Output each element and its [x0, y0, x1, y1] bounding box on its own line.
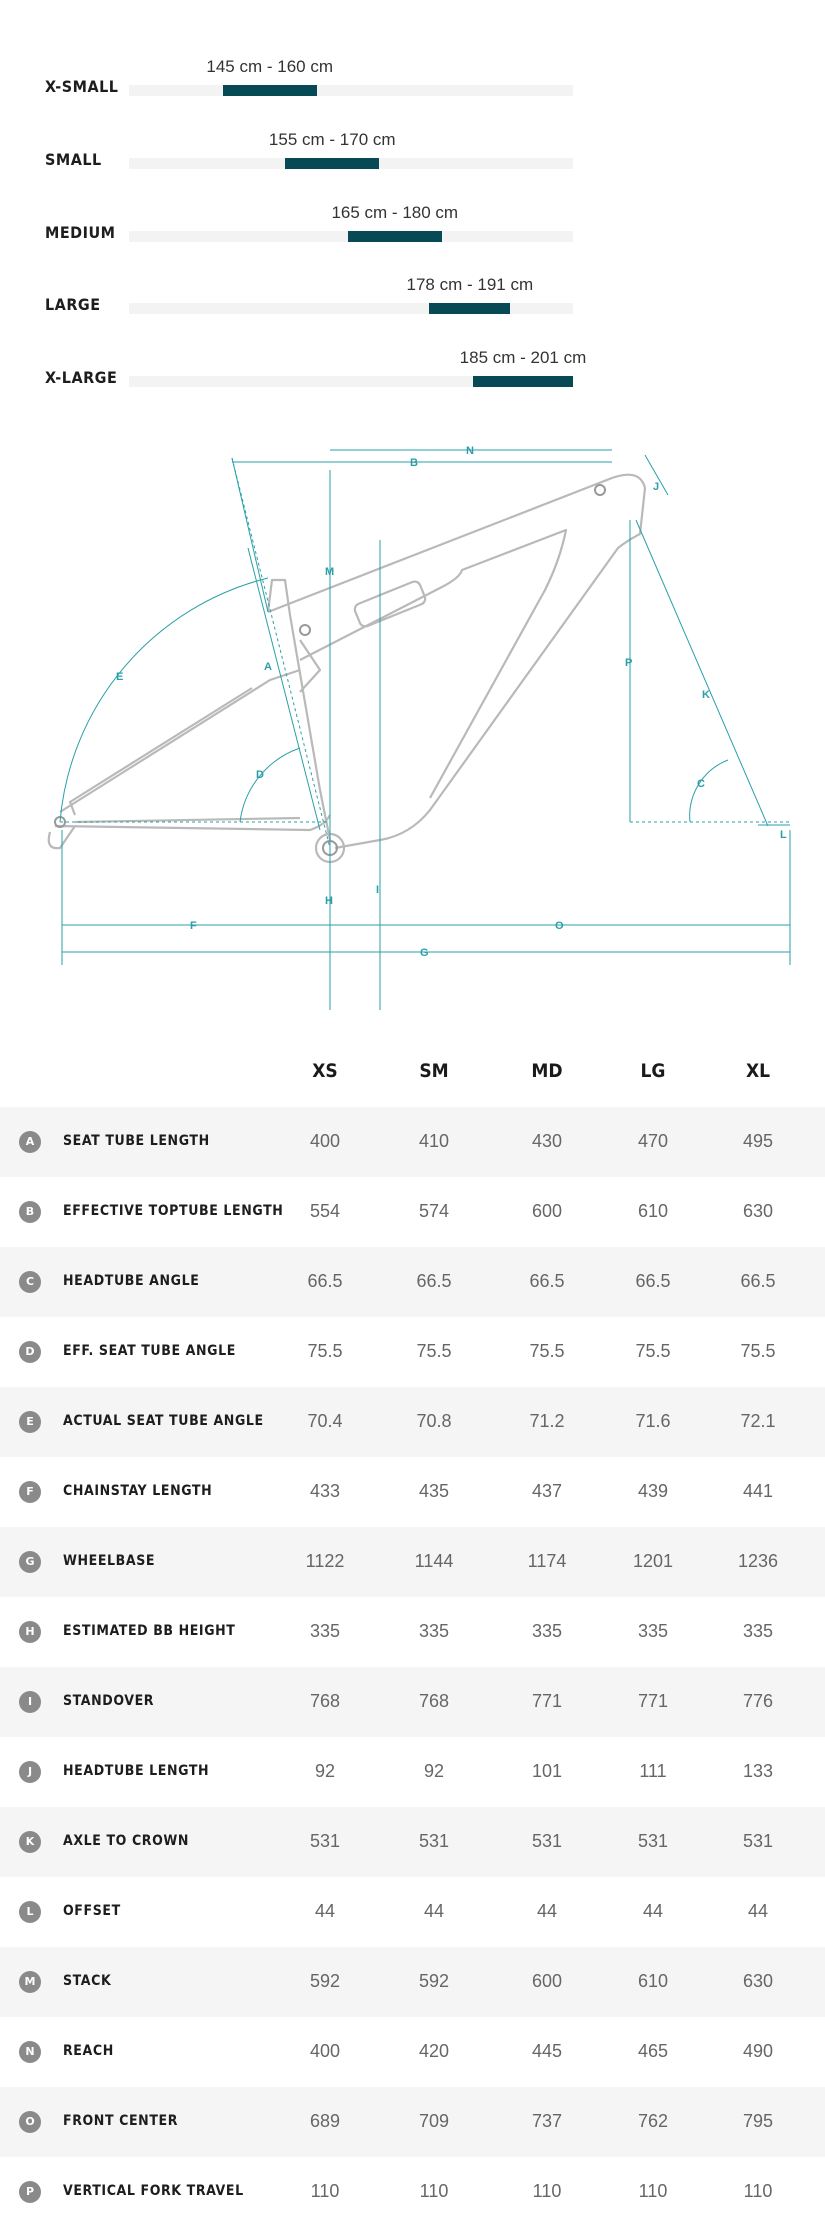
cell-value: 1144 — [414, 1551, 454, 1571]
seat-stay — [60, 670, 300, 812]
row-name: HEADTUBE LENGTH — [63, 1763, 210, 1779]
size-row-sm — [0, 123, 825, 183]
table-row — [0, 2017, 825, 2087]
bike-frame — [49, 475, 645, 849]
headset-top — [595, 485, 605, 495]
cell-value: 66.5 — [740, 1271, 776, 1291]
dim-label-a: A — [264, 661, 272, 673]
cell-value: 776 — [742, 1691, 774, 1711]
cell-value: 44 — [642, 1901, 664, 1921]
row-letter-badge: B — [19, 1201, 41, 1223]
cell-value: 400 — [309, 1131, 341, 1151]
cell-value: 709 — [418, 2111, 450, 2131]
cell-value: 771 — [531, 1691, 563, 1711]
cell-value: 592 — [309, 1971, 341, 1991]
row-letter-badge: K — [19, 1831, 41, 1853]
size-range-bar — [285, 158, 379, 169]
cell-value: 101 — [531, 1761, 563, 1781]
cell-value: 439 — [637, 1481, 669, 1501]
cell-value: 771 — [637, 1691, 669, 1711]
size-row-xl — [0, 341, 825, 401]
dim-label-l: L — [780, 829, 787, 841]
table-row — [0, 1947, 825, 2017]
cell-value: 1236 — [737, 1551, 779, 1571]
seat-tube — [268, 580, 330, 840]
column-header-xs: XS — [312, 1060, 338, 1082]
size-track — [129, 85, 573, 96]
cell-value: 470 — [637, 1131, 669, 1151]
cell-value: 71.6 — [635, 1411, 671, 1431]
row-letter-badge: M — [19, 1971, 41, 1993]
cell-value: 75.5 — [740, 1341, 776, 1361]
cell-value: 1201 — [632, 1551, 674, 1571]
dim-label-d: D — [256, 769, 264, 781]
size-track — [129, 303, 573, 314]
row-letter-badge: H — [19, 1621, 41, 1643]
table-row — [0, 1177, 825, 1247]
cell-value: 531 — [418, 1831, 450, 1851]
table-row — [0, 2157, 825, 2227]
size-track — [129, 231, 573, 242]
row-letter-badge: D — [19, 1341, 41, 1363]
frame-geometry-diagram — [0, 430, 825, 1020]
row-letter-badge: J — [19, 1761, 41, 1783]
cell-value: 600 — [531, 1201, 563, 1221]
size-row-xs — [0, 50, 825, 110]
cell-value: 554 — [309, 1201, 341, 1221]
size-range-bar — [473, 376, 573, 387]
cell-value: 110 — [638, 2181, 668, 2201]
row-letter-badge: F — [19, 1481, 41, 1503]
cell-value: 335 — [742, 1621, 774, 1641]
cell-value: 592 — [418, 1971, 450, 1991]
table-row — [0, 1457, 825, 1527]
cell-value: 70.4 — [307, 1411, 343, 1431]
cell-value: 1174 — [527, 1551, 567, 1571]
table-row — [0, 1807, 825, 1877]
row-name: OFFSET — [63, 1903, 121, 1919]
cell-value: 445 — [531, 2041, 563, 2061]
cell-value: 430 — [531, 1131, 563, 1151]
cell-value: 44 — [314, 1901, 336, 1921]
size-label: X-SMALL — [45, 77, 119, 96]
cell-value: 335 — [637, 1621, 669, 1641]
table-row — [0, 2087, 825, 2157]
dim-label-m: M — [325, 566, 335, 578]
size-label: X-LARGE — [45, 368, 118, 387]
size-row-md — [0, 196, 825, 256]
column-header-md: MD — [531, 1060, 563, 1082]
row-name: FRONT CENTER — [63, 2113, 179, 2129]
rear-shock — [353, 580, 427, 628]
size-range-text: 165 cm - 180 cm — [331, 203, 459, 222]
cell-value: 768 — [309, 1691, 341, 1711]
cell-value: 531 — [309, 1831, 341, 1851]
dim-label-i: I — [376, 884, 380, 896]
row-name: AXLE TO CROWN — [63, 1833, 190, 1849]
column-header-lg: LG — [640, 1060, 666, 1082]
cell-value: 335 — [418, 1621, 450, 1641]
size-label: LARGE — [45, 295, 101, 314]
cell-value: 490 — [742, 2041, 774, 2061]
row-name: STACK — [63, 1973, 112, 1989]
size-range-text: 145 cm - 160 cm — [206, 57, 334, 76]
table-row — [0, 1737, 825, 1807]
dim-label-e: E — [116, 671, 124, 683]
row-name: STANDOVER — [63, 1693, 155, 1709]
cell-value: 465 — [637, 2041, 669, 2061]
cell-value: 410 — [418, 1131, 450, 1151]
cell-value: 110 — [419, 2181, 449, 2201]
cell-value: 737 — [531, 2111, 563, 2131]
rider-size-chart — [0, 0, 825, 400]
row-name: WHEELBASE — [63, 1553, 156, 1569]
cell-value: 768 — [418, 1691, 450, 1711]
cell-value: 44 — [536, 1901, 558, 1921]
downtube-inner — [300, 530, 566, 798]
dim-seat-axis-solid — [232, 458, 268, 612]
cell-value: 92 — [423, 1761, 445, 1781]
cell-value: 630 — [742, 1971, 774, 1991]
cell-value: 110 — [532, 2181, 562, 2201]
cell-value: 75.5 — [635, 1341, 671, 1361]
row-letter-badge: O — [19, 2111, 41, 2133]
row-name: ACTUAL SEAT TUBE ANGLE — [63, 1413, 264, 1429]
cell-value: 66.5 — [416, 1271, 452, 1291]
row-letter-badge: E — [19, 1411, 41, 1433]
cell-value: 110 — [310, 2181, 340, 2201]
size-label: MEDIUM — [45, 223, 116, 242]
size-track — [129, 376, 573, 387]
cell-value: 110 — [743, 2181, 773, 2201]
cell-value: 574 — [418, 1201, 450, 1221]
cell-value: 495 — [742, 1131, 774, 1151]
row-letter-badge: I — [19, 1691, 41, 1713]
row-letter-badge: L — [19, 1901, 41, 1923]
size-range-text: 178 cm - 191 cm — [406, 275, 534, 294]
cell-value: 433 — [309, 1481, 341, 1501]
row-letter-badge: C — [19, 1271, 41, 1293]
cell-value: 111 — [639, 1761, 667, 1781]
cell-value: 75.5 — [307, 1341, 343, 1361]
cell-value: 335 — [309, 1621, 341, 1641]
table-row — [0, 1597, 825, 1667]
column-header-sm: SM — [419, 1060, 449, 1082]
row-letter-badge: P — [19, 2181, 41, 2203]
dim-label-n: N — [466, 445, 474, 457]
dim-label-g: G — [420, 947, 429, 959]
dim-label-j: J — [653, 481, 660, 493]
cell-value: 75.5 — [416, 1341, 452, 1361]
cell-value: 92 — [314, 1761, 336, 1781]
row-name: EFF. SEAT TUBE ANGLE — [63, 1343, 236, 1359]
row-name: CHAINSTAY LENGTH — [63, 1483, 213, 1499]
cell-value: 531 — [531, 1831, 563, 1851]
table-row — [0, 1667, 825, 1737]
size-range-bar — [223, 85, 317, 96]
size-range-text: 155 cm - 170 cm — [268, 130, 396, 149]
cell-value: 531 — [742, 1831, 774, 1851]
cell-value: 531 — [637, 1831, 669, 1851]
cell-value: 610 — [637, 1201, 669, 1221]
row-letter-badge: A — [19, 1131, 41, 1153]
row-name: REACH — [63, 2043, 114, 2059]
size-range-text: 185 cm - 201 cm — [459, 348, 587, 367]
row-name: VERTICAL FORK TRAVEL — [63, 2183, 244, 2199]
cell-value: 335 — [531, 1621, 563, 1641]
cell-value: 420 — [418, 2041, 450, 2061]
row-name: EFFECTIVE TOPTUBE LENGTH — [63, 1203, 284, 1219]
size-range-bar — [429, 303, 510, 314]
arc-c — [690, 760, 728, 822]
table-header — [0, 1035, 825, 1107]
cell-value: 66.5 — [635, 1271, 671, 1291]
column-header-xl: XL — [745, 1060, 771, 1082]
cell-value: 437 — [531, 1481, 563, 1501]
table-row — [0, 1107, 825, 1177]
dim-label-b: B — [410, 457, 418, 469]
size-range-bar — [348, 231, 442, 242]
cell-value: 689 — [309, 2111, 341, 2131]
cell-value: 44 — [423, 1901, 445, 1921]
dim-label-f: F — [190, 920, 197, 932]
rocker-link — [300, 640, 320, 692]
cell-value: 1122 — [305, 1551, 345, 1571]
cell-value: 762 — [637, 2111, 669, 2131]
row-name: SEAT TUBE LENGTH — [63, 1133, 210, 1149]
table-row — [0, 1527, 825, 1597]
cell-value: 795 — [742, 2111, 774, 2131]
cell-value: 630 — [742, 1201, 774, 1221]
cell-value: 66.5 — [307, 1271, 343, 1291]
cell-value: 435 — [418, 1481, 450, 1501]
row-letter-badge: G — [19, 1551, 41, 1573]
cell-value: 400 — [309, 2041, 341, 2061]
table-row — [0, 1877, 825, 1947]
cell-value: 75.5 — [529, 1341, 565, 1361]
row-name: HEADTUBE ANGLE — [63, 1273, 200, 1289]
cell-value: 71.2 — [529, 1411, 565, 1431]
cell-value: 441 — [742, 1481, 774, 1501]
cell-value: 600 — [531, 1971, 563, 1991]
table-row — [0, 1387, 825, 1457]
cell-value: 70.8 — [416, 1411, 452, 1431]
dim-label-o: O — [555, 920, 564, 932]
bike-frame-svg — [0, 430, 825, 1020]
row-letter-badge: N — [19, 2041, 41, 2063]
cell-value: 44 — [747, 1901, 769, 1921]
front-triangle-outline — [268, 475, 645, 848]
size-label: SMALL — [45, 150, 102, 169]
cell-value: 72.1 — [740, 1411, 776, 1431]
arc-d — [240, 748, 300, 822]
dim-a — [248, 548, 320, 830]
dimension-lines — [60, 450, 790, 1010]
table-row — [0, 1317, 825, 1387]
seat-stay-inner — [70, 688, 252, 815]
row-name: ESTIMATED BB HEIGHT — [63, 1623, 236, 1639]
chain-stay-inner — [75, 818, 300, 822]
dim-label-c: C — [697, 778, 705, 790]
dim-label-h: H — [325, 895, 333, 907]
geometry-table — [0, 1035, 825, 2227]
dim-label-k: K — [702, 689, 710, 701]
pivot-upper — [300, 625, 310, 635]
size-row-lg — [0, 268, 825, 328]
cell-value: 133 — [742, 1761, 774, 1781]
size-track — [129, 158, 573, 169]
cell-value: 66.5 — [529, 1271, 565, 1291]
cell-value: 610 — [637, 1971, 669, 1991]
dim-label-p: P — [625, 657, 633, 669]
table-row — [0, 1247, 825, 1317]
